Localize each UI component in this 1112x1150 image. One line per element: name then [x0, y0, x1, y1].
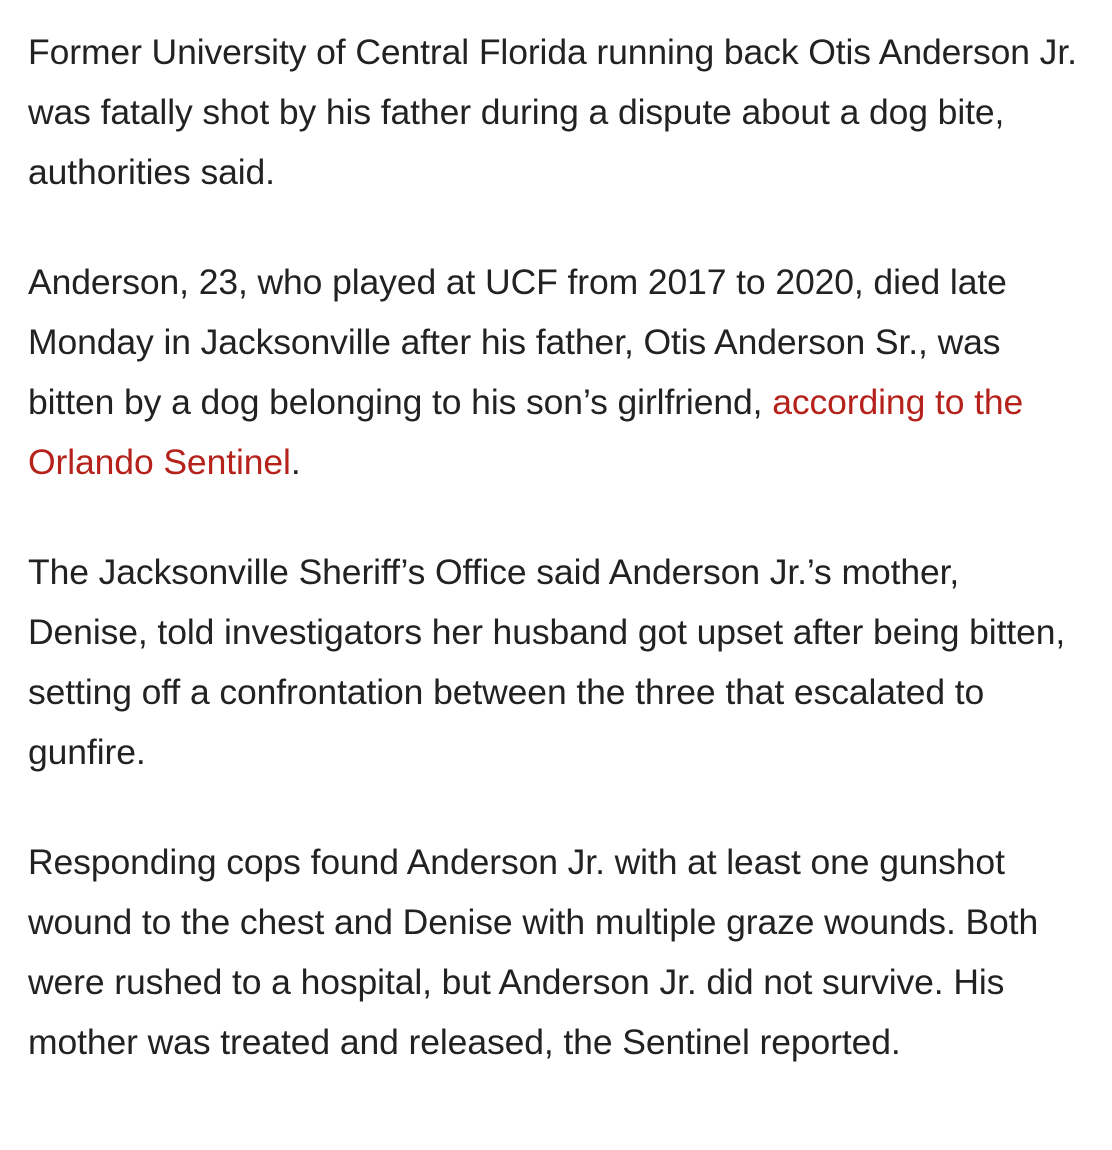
paragraph-text-before-link: Anderson, 23, who played at UCF from 2017 to 2020, died late Monday in Jacksonville after his father, Otis Anderson Sr., was bitten by a dog belonging to his son’s girlfriend,: [28, 262, 1007, 422]
paragraph-text-after-link: .: [290, 442, 301, 482]
article-paragraph-1: Former University of Central Florida running back Otis Anderson Jr. was fatally shot by his father during a dispute about a dog bite, authorities said.: [28, 32, 1077, 192]
article-paragraph-4: Responding cops found Anderson Jr. with at least one gunshot wound to the chest and Denise with multiple graze wounds. Both were rushed to a hospital, but Anderson Jr. did not survive. His mother was treated and released, the Sentinel reported.: [28, 842, 1039, 1062]
article-paragraph-2: [28, 252, 1084, 492]
orlando-sentinel-link[interactable]: according to the Orlando Sentinel: [28, 382, 1024, 482]
article-paragraph-3: The Jacksonville Sheriff’s Office said Anderson Jr.’s mother, Denise, told investigators her husband got upset after being bitten, setting off a confrontation between the three that escalated to gunfire.: [28, 552, 1066, 772]
